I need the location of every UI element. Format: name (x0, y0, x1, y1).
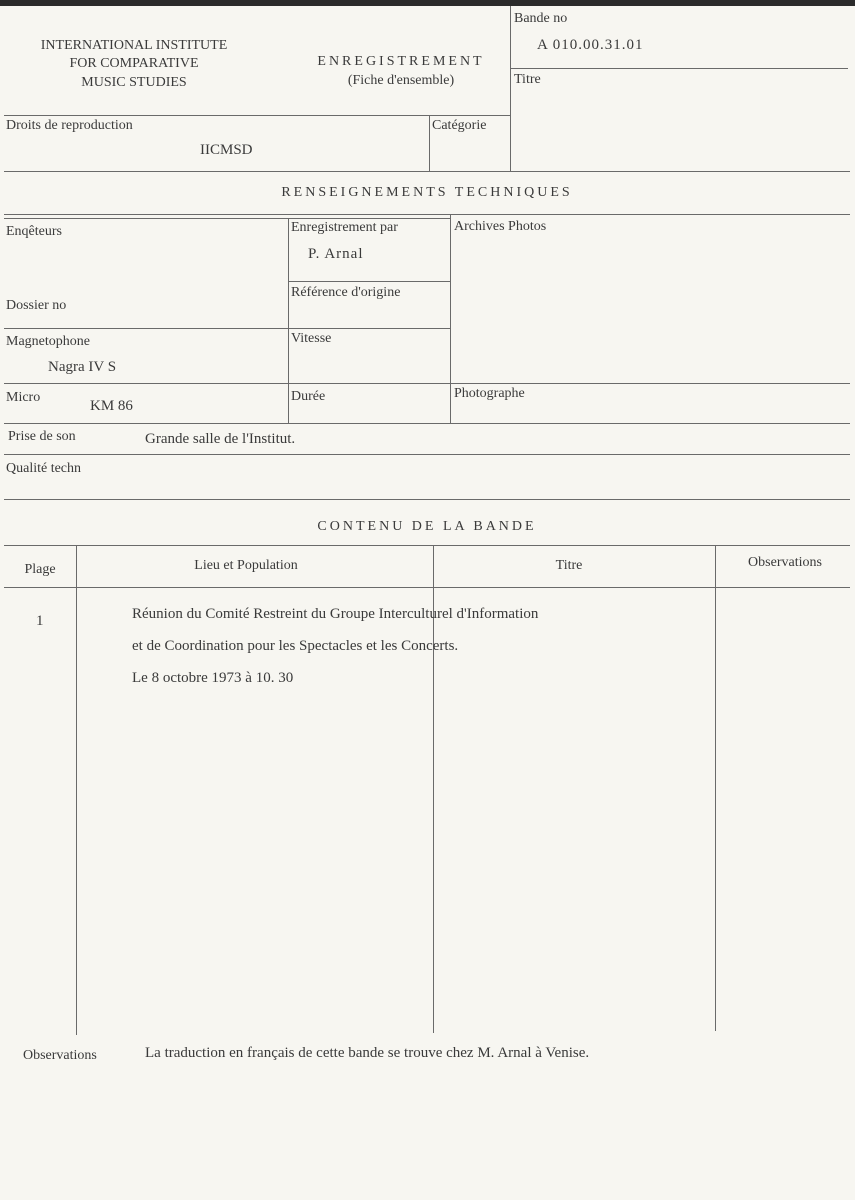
micro-label: Micro (6, 390, 41, 405)
form-title: ENREGISTREMENT (317, 54, 485, 69)
institute-line-2: FOR COMPARATIVE (69, 56, 199, 71)
technical-section-title: RENSEIGNEMENTS TECHNIQUES (281, 185, 573, 200)
duree-label: Durée (291, 389, 326, 404)
titre-label: Titre (514, 72, 541, 87)
content-header-bottom-line (4, 587, 850, 588)
rights-bottom-line (4, 171, 850, 172)
institute-line-1: INTERNATIONAL INSTITUTE (40, 38, 228, 53)
header-bottom-line (4, 115, 510, 116)
archives-label: Archives Photos (454, 219, 547, 234)
tech-row4-line (4, 423, 850, 424)
content-col3-divider (715, 545, 716, 1031)
tech-row3-line (4, 383, 850, 384)
content-col1-divider (76, 545, 77, 1035)
bande-titre-divider (510, 68, 848, 69)
prise-value: Grande salle de l'Institut. (145, 431, 296, 447)
footer-observations-label: Observations (23, 1048, 97, 1063)
dossier-label: Dossier no (6, 298, 67, 313)
col-plage-header: Plage (24, 562, 56, 577)
content-line-1: Réunion du Comité Restreint du Groupe Interculturel d'Information (132, 606, 539, 622)
content-line-3: Le 8 octobre 1973 à 10. 30 (132, 670, 294, 686)
categorie-label: Catégorie (432, 118, 487, 133)
tech-row1-line (4, 218, 450, 219)
content-section-title: CONTENU DE LA BANDE (317, 519, 537, 534)
tech-title-bottom-line (4, 214, 850, 215)
bande-value: A 010.00.31.01 (537, 37, 644, 53)
tech-col1-divider (288, 218, 289, 424)
col-titre-header: Titre (555, 558, 583, 573)
qualite-bottom-line (4, 499, 850, 500)
categorie-divider (429, 115, 430, 172)
vitesse-label: Vitesse (291, 331, 332, 346)
qualite-label: Qualité techn (6, 461, 82, 476)
col-observations-header: Observations (748, 555, 822, 570)
bande-label: Bande no (514, 11, 568, 26)
prise-label: Prise de son (8, 429, 76, 444)
institute-line-3: MUSIC STUDIES (81, 75, 187, 90)
prise-bottom-line (4, 454, 850, 455)
form-subtitle: (Fiche d'ensemble) (347, 73, 455, 88)
col-lieu-header: Lieu et Population (194, 558, 298, 573)
rights-value: IICMSD (200, 142, 253, 158)
enqueteurs-label: Enqêteurs (6, 224, 62, 239)
enregistrement-value: P. Arnal (308, 246, 364, 262)
tech-row2-line (4, 328, 450, 329)
reference-label: Référence d'origine (291, 285, 401, 300)
row-plage-number: 1 (36, 613, 44, 629)
magnetophone-value: Nagra IV S (48, 359, 117, 375)
content-title-bottom-line (4, 545, 850, 546)
enregistrement-label: Enregistrement par (291, 220, 398, 235)
magnetophone-label: Magnetophone (6, 334, 90, 349)
rights-label: Droits de reproduction (6, 118, 133, 133)
footer-observations-value: La traduction en français de cette bande se trouve chez M. Arnal à Venise. (145, 1045, 590, 1061)
content-line-2: et de Coordination pour les Spectacles et les Concerts. (132, 638, 459, 654)
reference-top-line (288, 281, 450, 282)
header-divider (510, 6, 511, 172)
tech-col2-divider (450, 214, 451, 424)
scan-top-edge (0, 0, 855, 6)
photographe-label: Photographe (454, 386, 525, 401)
micro-value: KM 86 (90, 398, 133, 414)
